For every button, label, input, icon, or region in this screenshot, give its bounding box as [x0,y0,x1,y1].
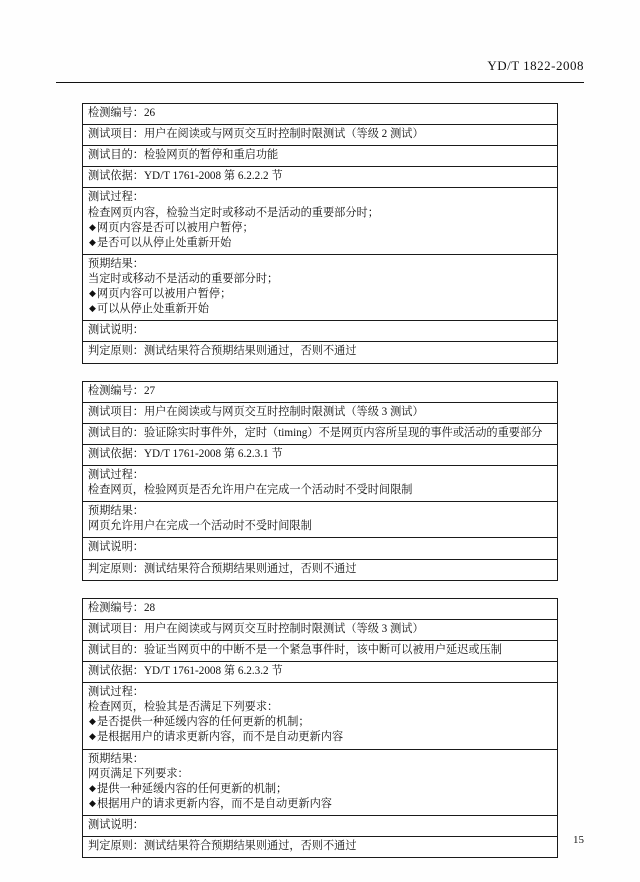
table-row [83,342,558,363]
table-cell [83,167,558,188]
cell-text-block [88,190,552,250]
cell-text: 网页满足下列要求： [88,767,189,780]
cell-text: 测试说明： [88,541,144,554]
table-cell [83,423,558,444]
test-case-table [82,381,558,581]
diamond-bullet-icon: ◆ [89,782,96,793]
table-row [83,815,558,836]
table-cell [83,342,558,363]
test-case-table [82,598,558,859]
bullet-list-item [88,730,552,745]
bullet-list-item [88,221,552,236]
cell-text-block [88,468,552,498]
diamond-bullet-icon: ◆ [89,731,96,742]
cell-text-block [88,752,552,812]
cell-text: 检查网页内容，检验当定时或移动不是活动的重要部分时； [88,206,379,219]
table-row [83,444,558,465]
page-content [82,103,558,875]
test-case-tables [82,103,558,858]
table-cell [83,749,558,815]
table-row [83,538,558,559]
table-row [83,104,558,125]
table-cell [83,640,558,661]
cell-text: 检测编号：27 [88,384,156,397]
table-cell [83,146,558,167]
bullet-text: 根据用户的请求更新内容，而不是自动更新内容 [97,797,332,810]
table-cell [83,815,558,836]
table-cell [83,598,558,619]
table-cell [83,559,558,580]
cell-text: 检测编号：26 [88,107,156,119]
table-cell [83,502,558,538]
cell-text: 测试依据：YD/T 1761-2008 第 6.2.3.1 节 [88,447,283,460]
table-cell [83,661,558,682]
bullet-list-item [88,302,552,317]
cell-text: 测试项目：用户在阅读或与网页交互时控制时限测试（等级 3 测试） [88,622,424,635]
table-row [83,125,558,146]
cell-text: 预期结果： [88,752,144,765]
table-cell [83,381,558,402]
bullet-list-item [88,715,552,730]
diamond-bullet-icon: ◆ [89,797,96,808]
cell-text: 测试项目：用户在阅读或与网页交互时控制时限测试（等级 2 测试） [88,128,424,141]
table-cell [83,104,558,125]
diamond-bullet-icon: ◆ [89,288,96,299]
table-row [83,402,558,423]
page-number: 15 [573,834,584,846]
diamond-bullet-icon: ◆ [89,716,96,727]
cell-text: 检查网页，检验其是否满足下列要求： [88,701,279,714]
cell-text: 测试目的：检验网页的暂停和重启功能 [88,149,279,162]
diamond-bullet-icon: ◆ [89,221,96,232]
cell-text: 测试项目：用户在阅读或与网页交互时控制时限测试（等级 3 测试） [88,405,424,418]
cell-text-block [88,504,552,534]
cell-text: 测试说明： [88,324,144,337]
cell-text: 当定时或移动不是活动的重要部分时； [88,272,279,285]
bullet-text: 提供一种延缓内容的任何更新的机制； [97,782,288,795]
cell-text: 判定原则：测试结果符合预期结果则通过，否则不通过 [88,345,357,358]
cell-text: 测试过程： [88,686,144,699]
cell-text: 测试过程： [88,191,144,204]
table-cell [83,125,558,146]
table-row [83,640,558,661]
bullet-list-item [88,287,552,302]
table-cell [83,444,558,465]
table-row [83,598,558,619]
table-row [83,167,558,188]
cell-text: 判定原则：测试结果符合预期结果则通过，否则不通过 [88,840,357,853]
cell-text: 测试说明： [88,818,144,831]
bullet-list-item [88,236,552,251]
bullet-text: 是否可以从停止处重新开始 [97,236,232,249]
table-cell [83,254,558,320]
table-row [83,661,558,682]
cell-text: 测试过程： [88,468,144,481]
table-row [83,683,558,749]
table-cell [83,465,558,501]
table-row [83,146,558,167]
cell-text: 测试目的：验证当网页中的中断不是一个紧急事件时，该中断可以被用户延迟或压制 [88,643,502,656]
cell-text: 预期结果： [88,505,144,518]
diamond-bullet-icon: ◆ [89,236,96,247]
bullet-text: 是否提供一种延缓内容的任何更新的机制； [97,716,310,729]
bullet-text: 网页内容是否可以被用户暂停； [97,221,254,234]
bullet-text: 网页内容可以被用户暂停； [97,288,232,301]
cell-text: 检查网页，检验网页是否允许用户在完成一个活动时不受时间限制 [88,484,413,497]
table-row [83,188,558,254]
table-cell [83,683,558,749]
cell-text-block [88,257,552,317]
table-cell [83,538,558,559]
table-cell [83,321,558,342]
cell-text: 测试目的：验证除实时事件外，定时（timing）不是网页内容所呈现的事件或活动的重要部分 [88,426,543,439]
standard-number-header: YD/T 1822-2008 [487,58,584,73]
cell-text: 网页允许用户在完成一个活动时不受时间限制 [88,520,312,533]
table-row [83,749,558,815]
cell-text: 检测编号：28 [88,601,156,614]
table-row [83,559,558,580]
table-cell [83,837,558,858]
table-cell [83,619,558,640]
bullet-text: 是根据用户的请求更新内容，而不是自动更新内容 [97,731,344,744]
table-cell [83,188,558,254]
cell-text-block [88,685,552,745]
bullet-text: 可以从停止处重新开始 [97,303,209,316]
header-divider [56,82,584,83]
table-row [83,619,558,640]
diamond-bullet-icon: ◆ [89,303,96,314]
table-row [83,837,558,858]
cell-text: 测试依据：YD/T 1761-2008 第 6.2.2.2 节 [88,170,283,183]
table-cell [83,402,558,423]
table-row [83,502,558,538]
table-row [83,321,558,342]
bullet-list-item [88,797,552,812]
cell-text: 判定原则：测试结果符合预期结果则通过，否则不通过 [88,562,357,575]
table-row [83,465,558,501]
cell-text: 预期结果： [88,257,144,270]
bullet-list-item [88,782,552,797]
table-row [83,381,558,402]
test-case-table [82,103,558,364]
cell-text: 测试依据：YD/T 1761-2008 第 6.2.3.2 节 [88,664,283,677]
table-row [83,254,558,320]
table-row [83,423,558,444]
